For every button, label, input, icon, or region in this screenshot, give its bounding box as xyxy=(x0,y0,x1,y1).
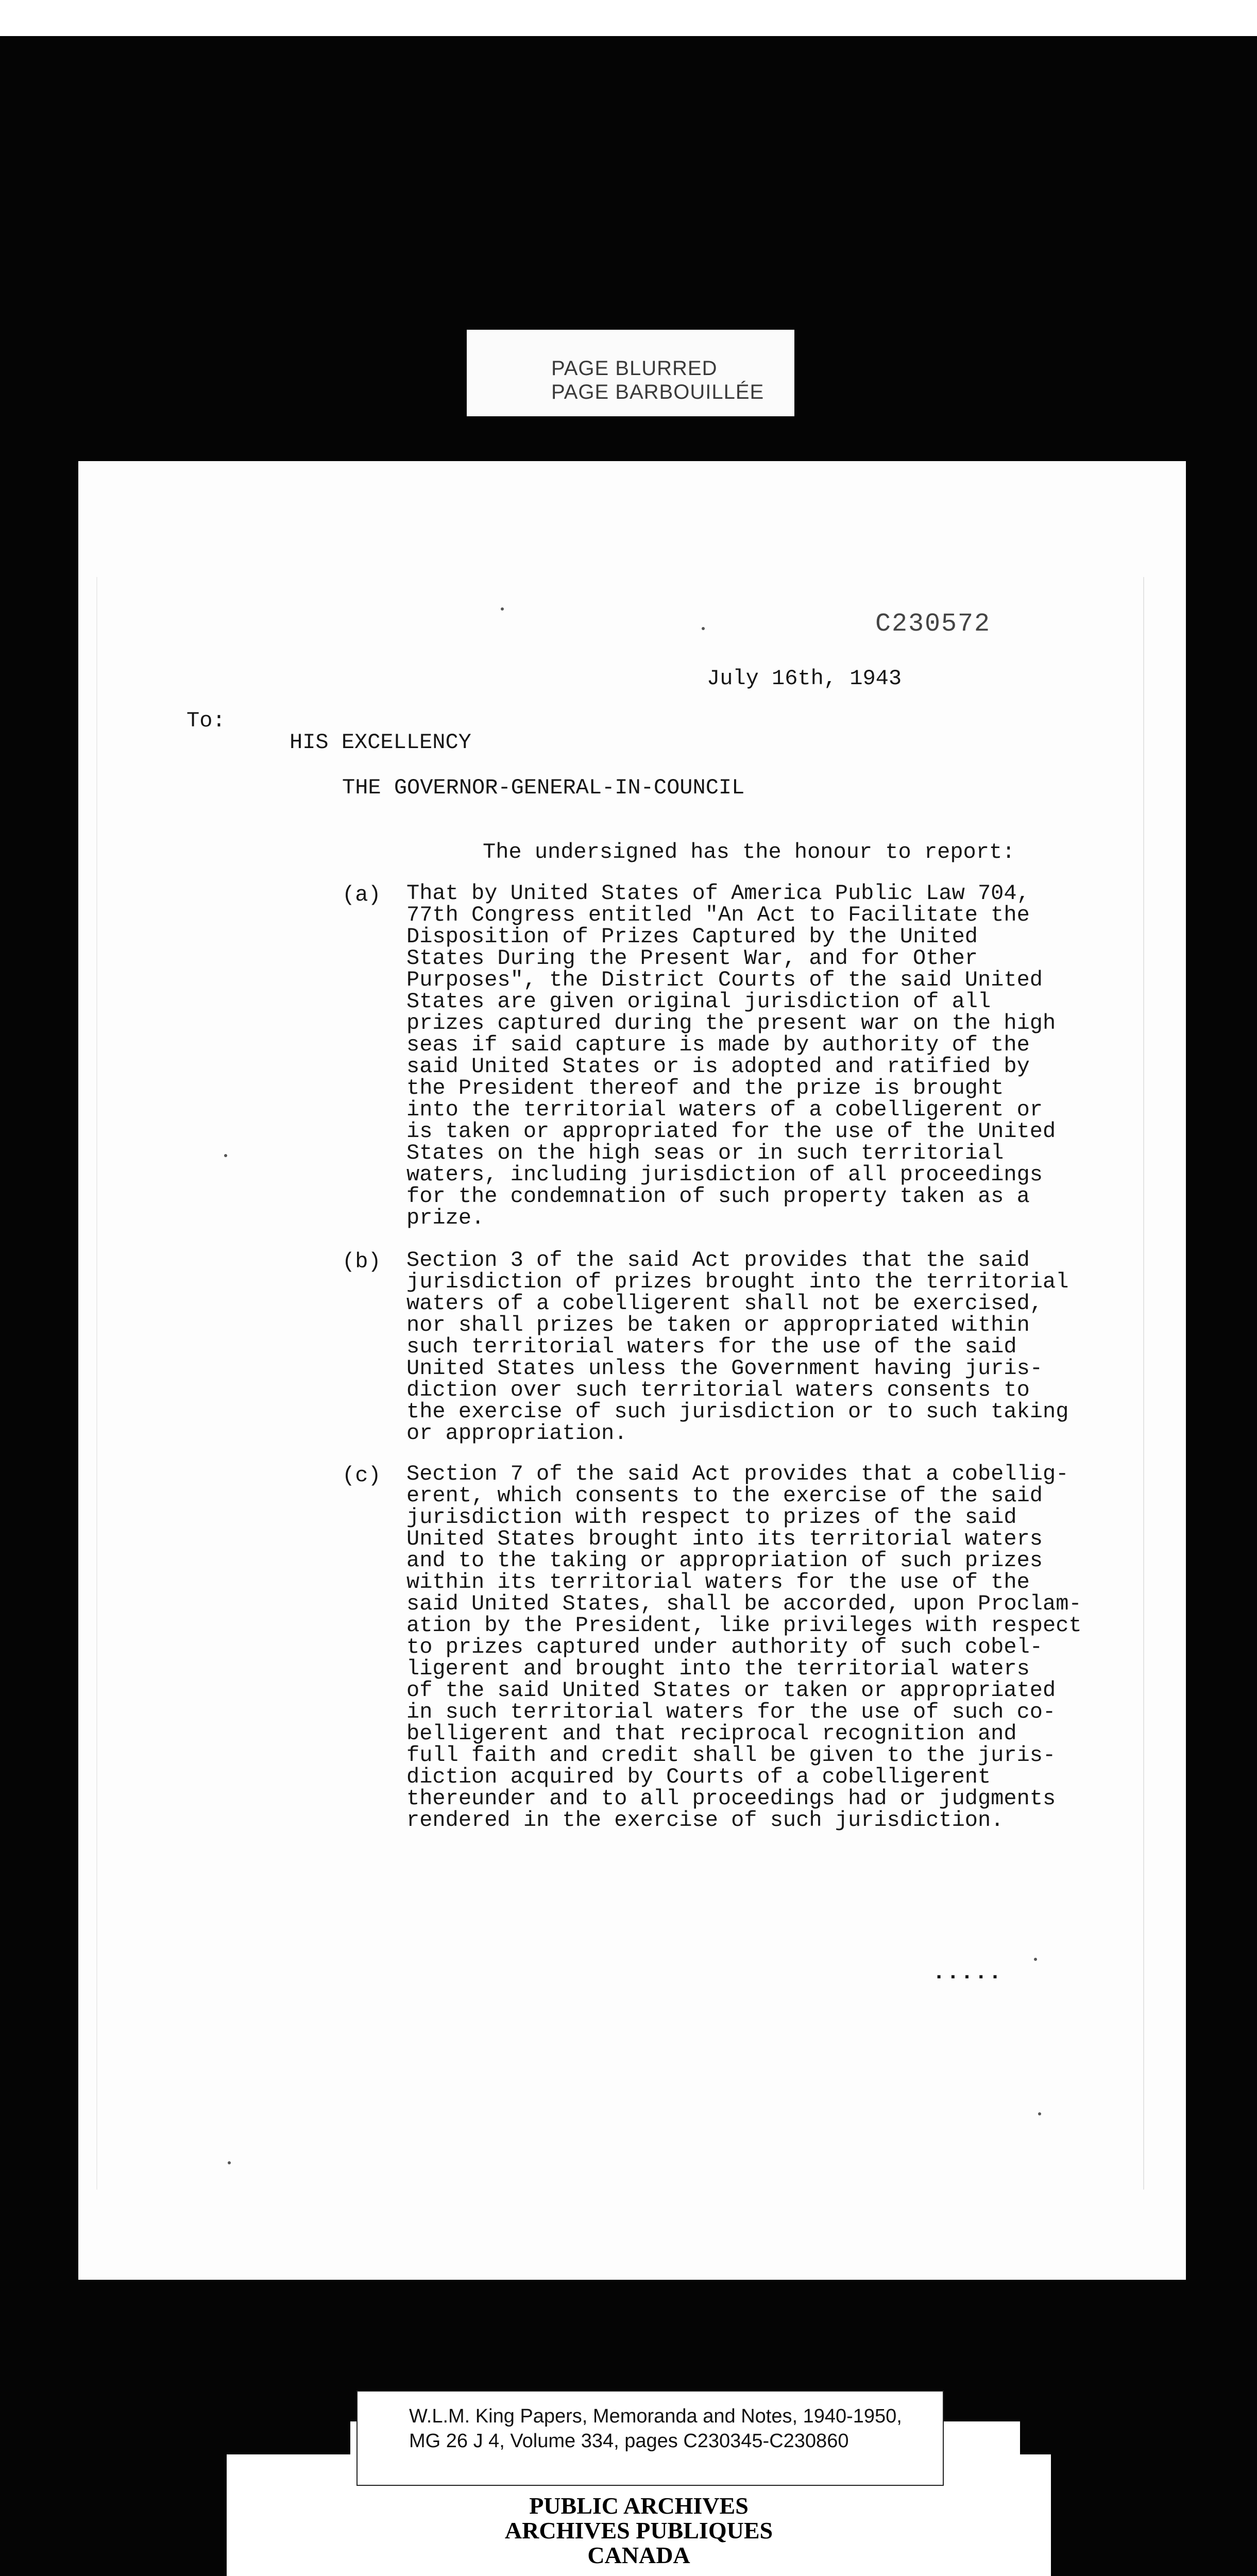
paragraph-line: in such territorial waters for the use of such co- xyxy=(406,1700,1056,1724)
archives-line-2: ARCHIVES PUBLIQUES xyxy=(504,2517,773,2544)
paragraph-line: jurisdiction with respect to prizes of the said xyxy=(406,1505,1017,1530)
citation-line-1: W.L.M. King Papers, Memoranda and Notes, 1940-1950, xyxy=(409,2405,902,2427)
film-speck xyxy=(228,2161,231,2164)
paragraph-c-letter: (c) xyxy=(342,1463,381,1488)
to-label: To: xyxy=(186,708,226,733)
paragraph-line: Disposition of Prizes Captured by the United xyxy=(406,924,978,949)
paragraph-line: States During the Present War, and for Other xyxy=(406,946,978,971)
addressee-line-1: HIS EXCELLENCY xyxy=(290,730,471,755)
document-reference-number: C230572 xyxy=(875,609,991,639)
paragraph-line: the exercise of such jurisdiction or to such taking xyxy=(406,1399,1069,1424)
film-speck xyxy=(702,627,705,630)
paragraph-b-letter: (b) xyxy=(342,1249,381,1274)
paragraph-line: United States unless the Government having juris- xyxy=(406,1356,1043,1381)
paragraph-line: prizes captured during the present war on the high xyxy=(406,1011,1056,1036)
continuation-dots: ..... xyxy=(932,1960,1003,1985)
footer-notch-right xyxy=(1020,2421,1051,2454)
paragraph-line: Section 3 of the said Act provides that the said xyxy=(406,1248,1030,1273)
paragraph-line: Section 7 of the said Act provides that a cobellig- xyxy=(406,1462,1069,1486)
archives-stamp xyxy=(227,2494,1051,2568)
paragraph-line: of the said United States or taken or appropriated xyxy=(406,1678,1056,1703)
paragraph-line: Purposes", the District Courts of the said United xyxy=(406,968,1043,992)
paragraph-line: States are given original jurisdiction of all xyxy=(406,989,991,1014)
paragraph-line: such territorial waters for the use of the said xyxy=(406,1334,1017,1359)
addressee-line-2: THE GOVERNOR-GENERAL-IN-COUNCIL xyxy=(342,775,745,800)
paragraph-line: to prizes captured under authority of such cobel- xyxy=(406,1635,1043,1659)
paragraph-line: ation by the President, like privileges with respect xyxy=(406,1613,1082,1638)
film-speck xyxy=(1034,1958,1037,1961)
archives-line-1: PUBLIC ARCHIVES xyxy=(529,2493,749,2519)
collection-citation-card xyxy=(356,2391,944,2486)
paragraph-line: United States brought into its territorial waters xyxy=(406,1527,1043,1551)
report-intro: The undersigned has the honour to report: xyxy=(483,840,1015,865)
paragraph-line: said United States, shall be accorded, upon Proclam- xyxy=(406,1591,1082,1616)
paragraph-line: States on the high seas or in such territorial xyxy=(406,1141,1004,1165)
paragraph-line: waters of a cobelligerent shall not be exercised, xyxy=(406,1291,1043,1316)
paragraph-line: nor shall prizes be taken or appropriated within xyxy=(406,1313,1030,1337)
citation-line-2: MG 26 J 4, Volume 334, pages C230345-C230860 xyxy=(409,2430,849,2452)
paragraph-line: into the territorial waters of a cobelligerent or xyxy=(406,1097,1043,1122)
footer-notch-left xyxy=(227,2421,350,2454)
paragraph-line: thereunder and to all proceedings had or judgments xyxy=(406,1786,1056,1811)
archives-line-3: CANADA xyxy=(587,2542,690,2568)
paragraph-line: erent, which consents to the exercise of the said xyxy=(406,1483,1043,1508)
film-speck xyxy=(1038,2112,1041,2115)
paragraph-line: within its territorial waters for the use of the xyxy=(406,1570,1030,1595)
paragraph-line: said United States or is adopted and ratified by xyxy=(406,1054,1030,1079)
page-blurred-notice xyxy=(467,330,794,416)
blurred-notice-french: PAGE BARBOUILLÉE xyxy=(551,381,765,403)
paragraph-line: seas if said capture is made by authority of the xyxy=(406,1032,1030,1057)
document-page xyxy=(78,461,1186,2280)
paragraph-a-body xyxy=(406,883,1151,1229)
paragraph-b-body xyxy=(406,1249,1151,1444)
document-date: July 16th, 1943 xyxy=(707,666,902,691)
paragraph-line: or appropriation. xyxy=(406,1421,627,1446)
film-speck xyxy=(224,1154,227,1157)
paragraph-line: for the condemnation of such property taken as a xyxy=(406,1184,1030,1209)
paragraph-line: full faith and credit shall be given to the juris- xyxy=(406,1743,1056,1768)
film-speck xyxy=(501,607,504,611)
paragraph-line: is taken or appropriated for the use of the United xyxy=(406,1119,1056,1144)
blurred-notice-english: PAGE BLURRED xyxy=(551,357,718,380)
paragraph-line: waters, including jurisdiction of all proceedings xyxy=(406,1162,1043,1187)
paragraph-a-letter: (a) xyxy=(342,883,381,907)
top-margin-strip xyxy=(0,0,1257,36)
paragraph-line: ligerent and brought into the territorial waters xyxy=(406,1656,1030,1681)
paragraph-line: prize. xyxy=(406,1206,485,1230)
paragraph-line: jurisdiction of prizes brought into the territorial xyxy=(406,1269,1069,1294)
paragraph-line: That by United States of America Public Law 704, xyxy=(406,881,1030,906)
paragraph-line: and to the taking or appropriation of such prizes xyxy=(406,1548,1043,1573)
paragraph-line: 77th Congress entitled "An Act to Facilitate the xyxy=(406,903,1030,927)
paragraph-line: diction over such territorial waters consents to xyxy=(406,1378,1030,1402)
paragraph-line: the President thereof and the prize is brought xyxy=(406,1076,1004,1100)
paragraph-line: diction acquired by Courts of a cobelligerent xyxy=(406,1765,991,1789)
paragraph-c-body xyxy=(406,1463,1151,1831)
paragraph-line: rendered in the exercise of such jurisdiction. xyxy=(406,1808,1004,1833)
paragraph-line: belligerent and that reciprocal recognition and xyxy=(406,1721,1017,1746)
